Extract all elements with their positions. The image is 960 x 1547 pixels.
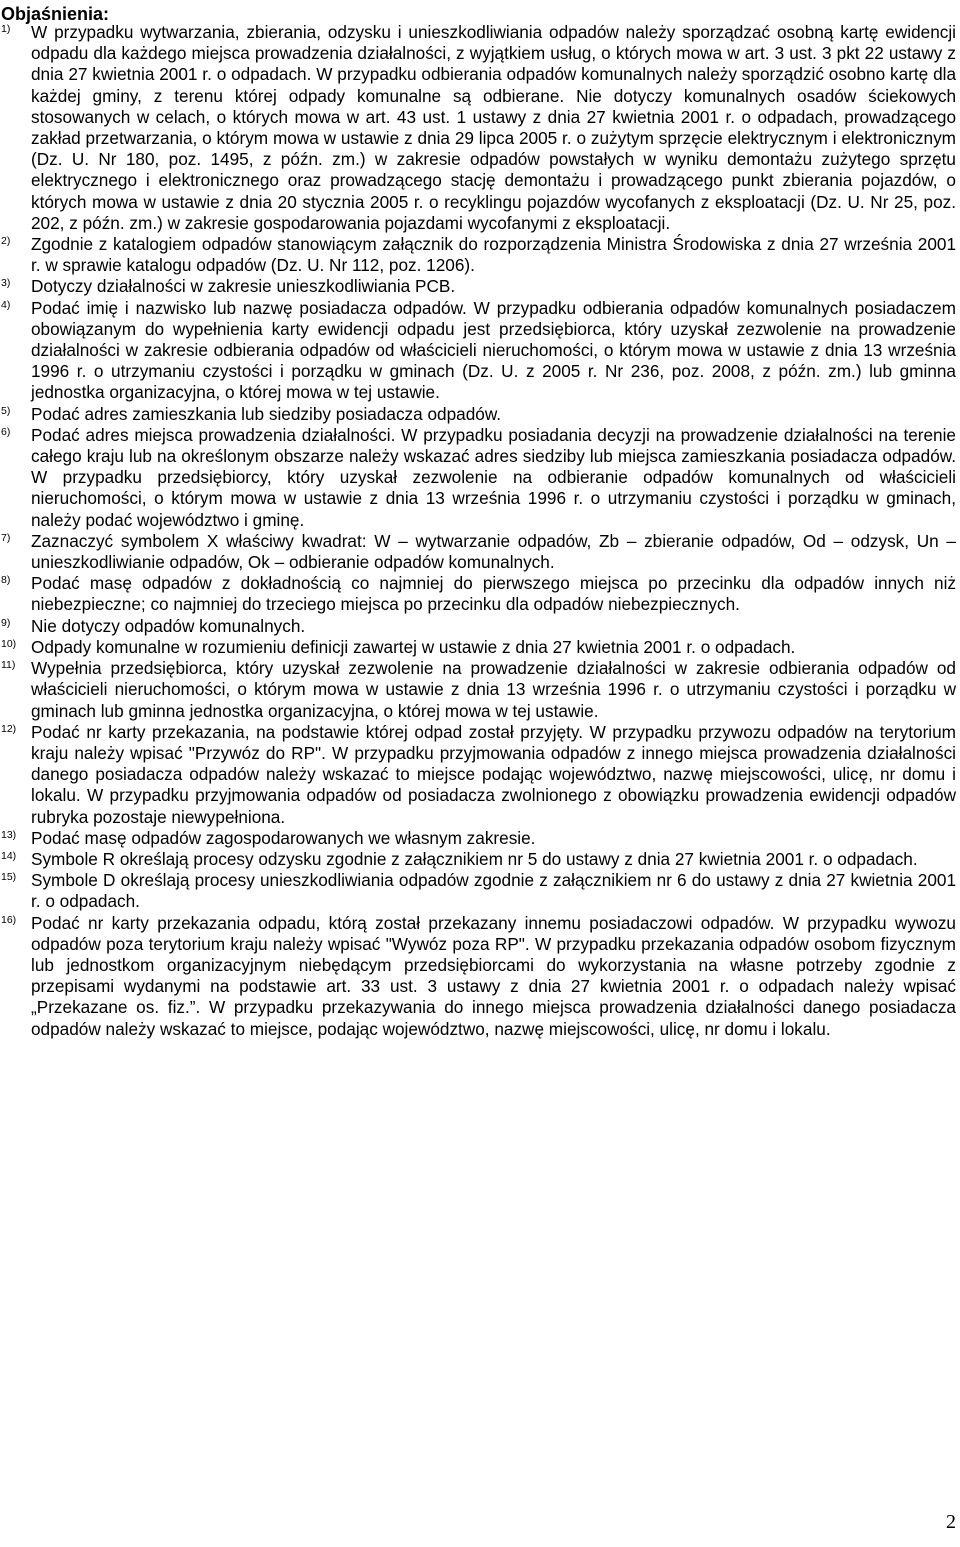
note-16-text: Podać nr karty przekazania odpadu, którą został przekazany innemu posiadaczowi odpadów. W przypadku wywozu odpadów poza terytorium kraju należy wpisać "Wywóz poza RP". W przypadku przekazania odpadów osobom fizycznym lub jednostkom organizacyjnym niebędącym przedsiębiorcami do wykorzystania na własne potrzeby zgodnie z przepisami wydanymi na podstawie art. 33 ust. 3 ustawy z dnia 27 kwietnia 2001 r. o odpadach należy wpisać „Przekazane os. fiz.”. W przypadku przekazywania do innego miejsca prowadzenia działalności danego posiadacza odpadów należy wskazać to miejsce, podając województwo, nazwę miejscowości, ulicę, nr domu i lokalu. [31, 912, 956, 1039]
note-16 [0, 913, 956, 1040]
note-7-text: Zaznaczyć symbolem X właściwy kwadrat: W – wytwarzanie odpadów, Zb – zbieranie odpadów, Od – odzysk, Un – unieszkodliwianie odpadów, Ok – odbieranie odpadów komunalnych. [31, 530, 956, 573]
note-2-text: Zgodnie z katalogiem odpadów stanowiącym załącznik do rozporządzenia Ministra Środowiska z dnia 27 września 2001 r. w sprawie katalogu odpadów (Dz. U. Nr 112, poz. 1206). [31, 234, 956, 276]
note-8-number: 8) [1, 574, 11, 587]
note-9-number: 9) [1, 616, 11, 629]
note-1 [0, 22, 956, 234]
note-11-number: 11) [1, 659, 16, 672]
note-4-number: 4) [1, 298, 11, 311]
note-15-number: 15) [1, 871, 17, 884]
note-14 [0, 849, 956, 870]
note-12-text: Podać nr karty przekazania, na podstawie której odpad został przyjęty. W przypadku przywozu odpadów na terytorium kraju należy wpisać "Przywóz do RP". W przypadku przyjmowania odpadów z innego miejsca prowadzenia działalności danego posiadacza odpadów należy wskazać to miejsce podając województwo, nazwę miejscowości, ulicę, nr domu i lokalu. W przypadku przyjmowania odpadów od posiadacza zwolnionego z obowiązku prowadzenia ewidencji odpadów rubryka pozostaje niewypełniona. [31, 721, 956, 827]
note-1-number: 1) [1, 23, 11, 35]
note-13-text: Podać masę odpadów zagospodarowanych we własnym zakresie. [31, 827, 536, 848]
note-15-text: Symbole D określają procesy unieszkodliwiania odpadów zgodnie z załącznikiem nr 6 do ustawy z dnia 27 kwietnia 2001 r. o odpadach. [31, 870, 956, 912]
note-5 [0, 404, 956, 425]
note-3-number: 3) [1, 277, 11, 290]
note-2-number: 2) [1, 235, 11, 248]
note-14-number: 14) [1, 849, 17, 862]
note-7-number: 7) [1, 531, 11, 544]
note-8 [0, 573, 956, 615]
notes-list [0, 22, 956, 1040]
note-1-text: W przypadku wytwarzania, zbierania, odzysku i unieszkodliwiania odpadów należy sporządzać osobną kartę ewidencji odpadu dla każdego miejsca prowadzenia działalności, z wyjątkiem usług, o których mowa w art. 3 ust. 3 pkt 22 ustawy z dnia 27 kwietnia 2001 r. o odpadach. W przypadku odbierania odpadów komunalnych należy sporządzić osobno kartę dla każdej gminy, z terenu której odpady komunalne są odbierane. Nie dotyczy komunalnych osadów ściekowych stosowanych w celach, o których mowa w art. 43 ust. 1 ustawy z dnia 27 kwietnia 2001 r. o odpadach, prowadzącego zakład przetwarzania, o którym mowa w ustawie z dnia 29 lipca 2005 r. o zużytym sprzęcie elektrycznym i elektronicznym (Dz. U. Nr 180, poz. 1495, z późn. zm.) w zakresie odpadów powstałych w wyniku demontażu zużytego sprzętu elektrycznego i elektronicznego oraz prowadzącego stację demontażu i prowadzącego punkt zbierania pojazdów, o których mowa w ustawie z dnia 20 stycznia 2005 r. o recyklingu pojazdów wycofanych z eksploatacji (Dz. U. Nr 25, poz. 202, z późn. zm.) w zakresie gospodarowania pojazdami wycofanymi z eksploatacji. [31, 22, 956, 233]
page-number: 2 [946, 1511, 956, 1533]
note-5-text: Podać adres zamieszkania lub siedziby posiadacza odpadów. [31, 403, 502, 424]
note-11 [0, 658, 956, 722]
note-10-number: 10) [1, 637, 17, 650]
note-6 [0, 425, 956, 531]
note-10 [0, 637, 956, 658]
note-14-text: Symbole R określają procesy odzysku zgodnie z załącznikiem nr 5 do ustawy z dnia 27 kwietnia 2001 r. o odpadach. [31, 848, 918, 869]
note-12-number: 12) [1, 722, 17, 735]
note-6-number: 6) [1, 425, 11, 438]
note-9-text: Nie dotyczy odpadów komunalnych. [31, 615, 306, 636]
notes-heading: Objaśnienia: [1, 4, 110, 24]
note-9 [0, 616, 956, 637]
note-3 [0, 276, 956, 297]
note-2 [0, 234, 956, 276]
note-13 [0, 828, 956, 849]
note-10-text: Odpady komunalne w rozumieniu definicji zawartej w ustawie z dnia 27 kwietnia 2001 r. o odpadach. [31, 636, 796, 657]
note-4-text: Podać imię i nazwisko lub nazwę posiadacza odpadów. W przypadku odbierania odpadów komunalnych posiadaczem obowiązanym do wypełnienia karty ewidencji odpadu jest przedsiębiorca, który uzyskał zezwolenie na prowadzenie działalności w zakresie odbierania odpadów od właścicieli nieruchomości, o którym mowa w ustawie z dnia 13 września 1996 r. o utrzymaniu czystości i porządku w gminach (Dz. U. z 2005 r. Nr 236, poz. 2008, z późn. zm.) lub gminna jednostka organizacyjna, o której mowa w tej ustawie. [31, 297, 956, 403]
note-15 [0, 870, 956, 912]
note-7 [0, 531, 956, 573]
note-11-text: Wypełnia przedsiębiorca, który uzyskał zezwolenie na prowadzenie działalności w zakresie odbierania odpadów od właścicieli nieruchomości, o którym mowa w ustawie z dnia 13 września 1996 r. o utrzymaniu czystości i porządku w gminach lub gminna jednostka organizacyjna, o której mowa w tej ustawie. [31, 658, 956, 721]
note-16-number: 16) [1, 913, 17, 926]
note-6-text: Podać adres miejsca prowadzenia działalności. W przypadku posiadania decyzji na prowadzenie działalności na terenie całego kraju lub na określonym obszarze należy wskazać adres siedziby lub miejsca zamieszkania posiadacza odpadów. W przypadku przedsiębiorcy, który uzyskał zezwolenie na odbieranie odpadów komunalnych od właścicieli nieruchomości, o którym mowa w ustawie z dnia 13 września 1996 r. o utrzymaniu czystości i porządku w gminach, należy podać województwo i gminę. [31, 424, 956, 530]
note-12 [0, 722, 956, 828]
note-13-number: 13) [1, 828, 17, 841]
note-8-text: Podać masę odpadów z dokładnością co najmniej do pierwszego miejsca po przecinku dla odpadów innych niż niebezpieczne; co najmniej do trzeciego miejsca po przecinku dla odpadów niebezpiecznych. [31, 573, 956, 615]
note-4 [0, 298, 956, 404]
note-3-text: Dotyczy działalności w zakresie unieszkodliwiania PCB. [31, 276, 456, 297]
note-5-number: 5) [1, 404, 11, 417]
